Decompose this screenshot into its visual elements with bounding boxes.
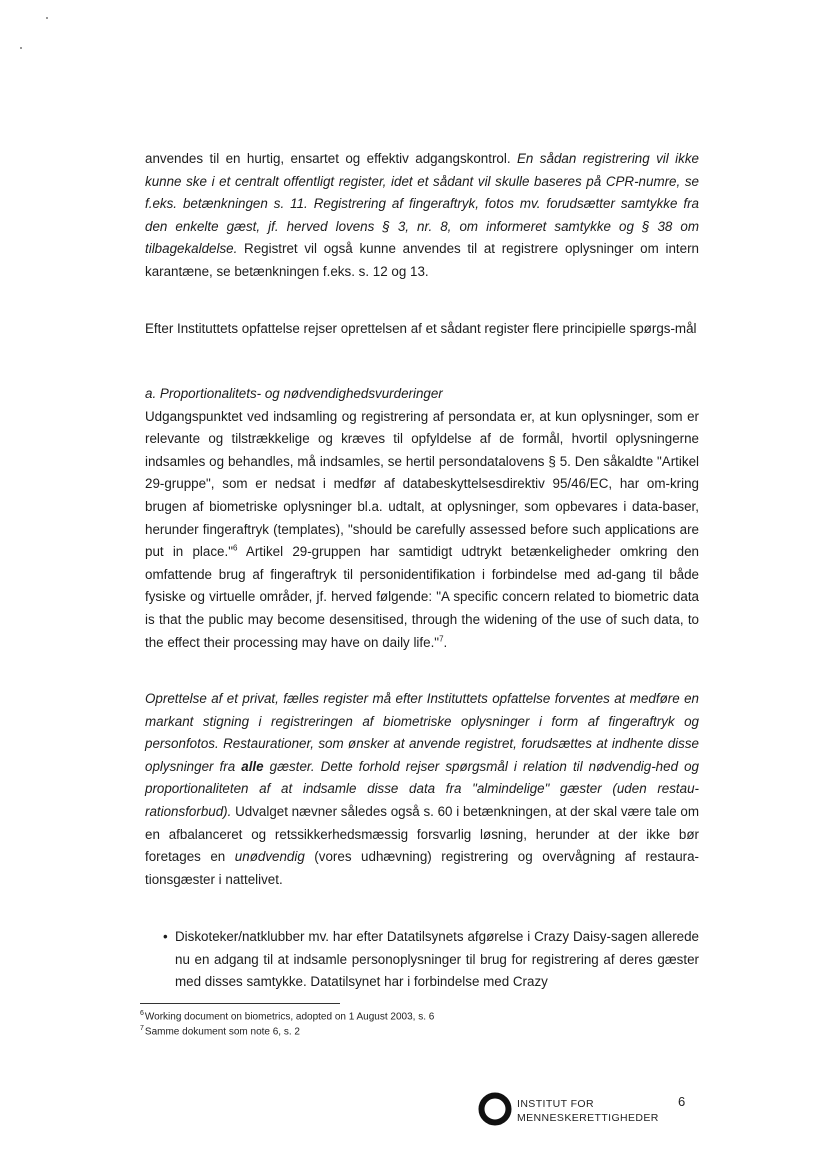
p1-italic: En sådan registrering vil ikke kunne ske i et centralt offentligt register, idet et sådant vil skulle baseres på CPR-numre, se f.eks. betænkningen s. 11. Registrering af fingeraftryk, fotos mv. forudsætter samtykke fra den enkelte gæst, jf. herved lovens § 3, nr. 8, om informeret samtykke og § 38 om tilbagekaldelse. [145, 151, 699, 257]
p4-italic-1: Oprettelse af et privat, fælles register må efter Instituttets opfattelse forventes at medføre en markant stigning i registreringen af biometriske oplysninger i form af fingeraftryk og personfotos. Restaurationer, som ønsker at anvende registret, forudsættes at indhente disse oplysninger fra [145, 691, 699, 774]
footnote-text: Working document on biometrics, adopted on 1 August 2003, s. 6 [144, 1011, 435, 1023]
page-number: 6 [678, 1094, 686, 1109]
scan-speck [20, 47, 22, 49]
paragraph-1 [145, 148, 699, 284]
p4-italic-2: gæster. Dette forhold rejser spørgsmål i relation til nødvendig-hed og proportionaliteten af at indsamle disse data fra "almindelige" gæster (uden restau-rationsforbud). [145, 758, 699, 819]
paragraph-2-text: Efter Instituttets opfattelse rejser oprettelsen af et sådant register flere principielle spørgs-mål [145, 321, 697, 336]
p4-normal-1: Udvalget nævner således også s. 60 i betænkningen, at der skal være tale om en afbalanceret og retssikkerhedsmæssig forsvarlig løsning, herunder at der ikke bør foretages en [145, 803, 699, 865]
bullet-item [145, 926, 699, 994]
footnote-6 [140, 1008, 434, 1023]
footnote-7 [140, 1023, 434, 1038]
footnote-text: Samme dokument som note 6, s. 2 [144, 1026, 300, 1038]
org-line-1: INSTITUT FOR [517, 1098, 594, 1110]
p4-bold-emphasis: alle [241, 758, 264, 774]
p3-text-3: . [443, 634, 448, 650]
bullet-item-text: Diskoteker/natklubber mv. har efter Datatilsynets afgørelse i Crazy Daisy-sagen allerede nu en adgang til at indsamle personoplysninger til brug for registrering af deres gæster med disses samtykke. Datatilsynet har i forbindelse med Crazy [175, 929, 699, 990]
section-a-heading: a. Proportionalitets- og nødvendighedsvurderinger [145, 386, 443, 401]
paragraph-2 [145, 318, 699, 341]
footnotes [140, 1008, 434, 1039]
organization-name [517, 1097, 659, 1125]
footnote-divider [140, 1003, 340, 1004]
p4-normal-2: (vores udhævning) registrering og overvågning af restaura-tionsgæster i nattelivet. [145, 849, 700, 887]
section-a [145, 383, 699, 654]
paragraph-1-text [145, 148, 699, 284]
footnote-ref-7[interactable]: 7 [439, 634, 444, 644]
org-line-2: MENNESKERETTIGHEDER [517, 1112, 659, 1124]
p3-text-2: Artikel 29-gruppen har samtidigt udtrykt betænkeligheder omkring den omfattende brug af fingeraftryk til personidentifikation i forbindelse med ad-gang til både fysiske og virtuelle områder, jf. herved følgende: "A specific concern related to biometric data is that the public may become desensitised, through the widening of the use of such data, to the effect their processing may have on daily life." [145, 544, 699, 650]
scan-speck [46, 17, 48, 19]
footnote-ref-6[interactable]: 6 [232, 543, 238, 553]
p1-normal-end: Registret vil også kunne anvendes til at registrere oplysninger om intern karantæne, se betænkningen f.eks. s. 12 og 13. [145, 241, 699, 279]
ring-logo-icon [478, 1092, 512, 1126]
footnote-number: 7 [140, 1025, 144, 1033]
paragraph-4 [145, 688, 699, 891]
bullet-marker: • [163, 929, 168, 944]
p4-italic-3: unødvendig [234, 849, 305, 865]
footnote-number: 6 [140, 1010, 144, 1017]
p3-text-1: Udgangspunktet ved indsamling og registrering af persondata er, at kun oplysninger, som er relevante og tilstrækkelige og kræves til opfyldelse af de formål, hvortil oplysningerne indsamles og behandles, må indsamles, se hertil persondatalovens § 5. Den såkaldte "Artikel 29-gruppe", som er nedsat i medfør af databeskyttelsesdirektiv 95/46/EC, har om-kring brugen af biometriske oplysninger bl.a. udtalt, at oplysninger, som opbevares i data-baser, herunder fingeraftryk (templates), "should be carefully assessed before such applications are put in place." [145, 408, 699, 560]
paragraph-4-text [145, 688, 699, 891]
p1-normal-start: anvendes til en hurtig, ensartet og effektiv adgangskontrol. [145, 151, 517, 166]
paragraph-3-text [145, 406, 699, 655]
